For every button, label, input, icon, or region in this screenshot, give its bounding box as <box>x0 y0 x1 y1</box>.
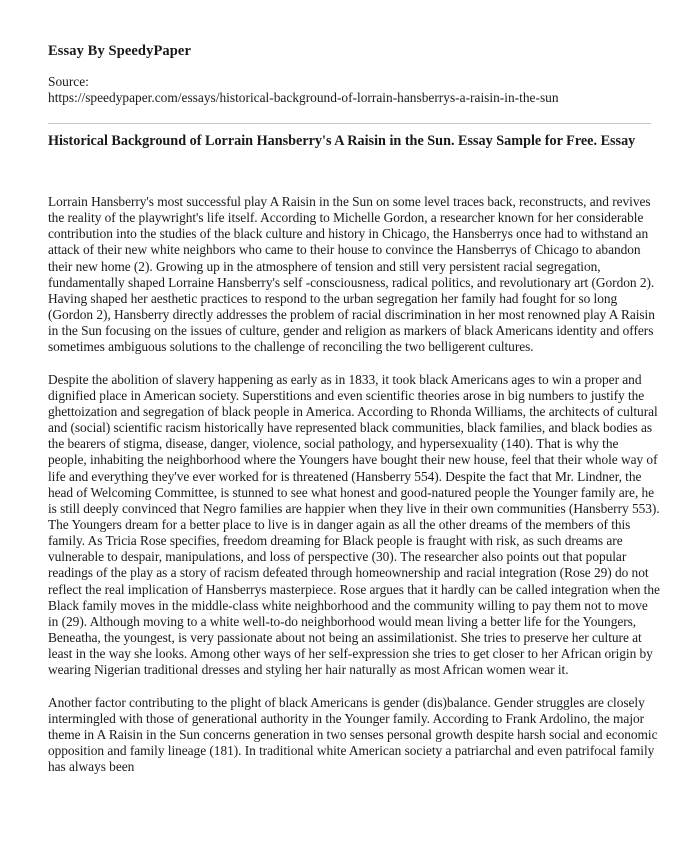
essay-paragraph: Another factor contributing to the plight of black Americans is gender (dis)balance. Gender struggles are closely intermingled with those of generational authority in the Younger family. According to Frank Ardolino, the major theme in A Raisin in the Sun concerns generation in two senses personal growth despite harsh social and economic opposition and family lineage (181). In traditional white American society a patriarchal and even patrifocal family has always been <box>48 694 658 775</box>
essay-title: Historical Background of Lorrain Hansberry's A Raisin in the Sun. Essay Sample for Free. Essay <box>48 133 636 149</box>
header-divider <box>48 123 651 124</box>
essay-paragraph: Lorrain Hansberry's most successful play A Raisin in the Sun on some level traces back, reconstructs, and revives the reality of the playwright's life itself. According to Michelle Gordon, a researcher known for her considerable contribution into the studies of the black culture and history in Chicago, the Hansberrys once had to withstand an attack of their new white neighbors who came to their house to convince the Hansberrys of Chicago to abandon their new home (2). Growing up in the atmosphere of tension and still very persistent racial segregation, fundamentally shaped Lorraine Hansberry's self -consciousness, radical politics, and revolutionary art (Gordon 2). Having shaped her aesthetic practices to respond to the urban segregation her family had fought for so long (Gordon 2), Hansberry directly addresses the problem of racial discrimination in her most renowned play A Raisin in the Sun focusing on the issues of culture, gender and religion as markers of black Americans identity and offers sometimes ambiguous solutions to the challenge of reconciling the two belligerent cultures. <box>48 194 655 355</box>
essay-body <box>48 194 660 791</box>
essay-paragraph: Despite the abolition of slavery happening as early as in 1833, it took black Americans ages to win a proper and dignified place in American society. Superstitions and even scientific theories arose in big numbers to justify the ghettoization and segregation of black people in America. According to Rhonda Williams, the architects of cultural and (social) scientific racism historically have represented black communities, black families, and black bodies as the bearers of stigma, disease, danger, violence, social pathology, and hypersexuality (140). That is why the people, inhabiting the neighborhood where the Youngers have bought their new house, feel that their whole way of life and everything they've ever worked for is threatened (Hansberry 554). Despite the fact that Mr. Lindner, the head of Welcoming Committee, is stunned to see what honest and good-natured people the Younger family are, he is still deeply convinced that Negro families are happier when they live in their own communities (Hansberry 553). The Youngers dream for a better place to live is in danger again as all the other dreams of the members of this family. As Tricia Rose specifies, freedom dreaming for Black people is fraught with risk, as such dreams are vulnerable to despair, manipulations, and loss of perspective (30). The researcher also points out that popular readings of the play as a story of racism defeated through homeownership and racial integration (Rose 29) do not reflect the real implication of Hansberrys masterpiece. Rose argues that it hardly can be called integration when the Black family moves in the middle-class white neighborhood and the community willing to pay them not to move in (29). Although moving to a white well-to-do neighborhood would mean living a better life for the Youngers, Beneatha, the youngest, is very passionate about not being an assimilationist. She tries to preserve her culture at least in the way she looks. Among other ways of her self-expression she tries to get closer to her African origin by wearing Nigerian traditional dresses and styling her hair naturally as most African women wear it. <box>48 371 660 678</box>
site-heading: Essay By SpeedyPaper <box>48 43 191 59</box>
source-url: https://speedypaper.com/essays/historical-background-of-lorrain-hansberrys-a-raisin-in-the-sun <box>48 90 559 105</box>
source-label: Source: <box>48 74 89 89</box>
